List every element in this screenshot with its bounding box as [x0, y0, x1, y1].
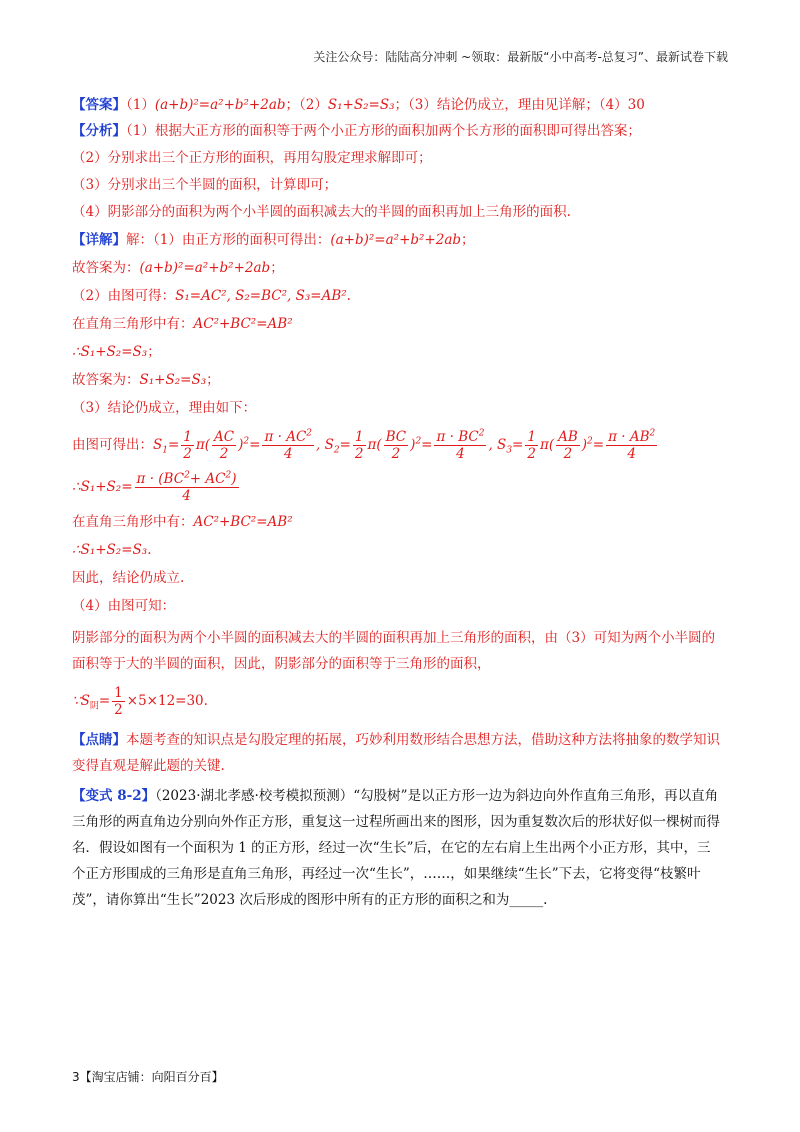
detail-line-5	[72, 343, 722, 361]
answer-p2: ；（2）	[285, 97, 328, 113]
half-fraction: $\frac{1}{2}$	[114, 685, 123, 718]
analysis-line-4: （4）阴影部分的面积为两个小半圆的面积减去大的半圆的面积再加上三角形的面积.	[72, 204, 571, 220]
detail-end-5: ；	[147, 344, 161, 360]
analysis-text-1: （1）根据大正方形的面积等于两个小正方形的面积加两个长方形的面积即可得出答案；	[126, 123, 641, 139]
detail-line-4	[72, 315, 722, 333]
variant-block	[72, 783, 722, 913]
detail-text-6: 故答案为：	[72, 372, 140, 388]
answer-line	[72, 96, 722, 114]
detail-line-7: （3）结论仍成立，理由如下：	[72, 400, 257, 416]
detail-eq-5: ∴S₁+S₂=S₃	[72, 344, 148, 360]
comment-block	[72, 727, 722, 779]
detail-eq-11: ∴S₁+S₂=S₃	[72, 542, 148, 558]
detail-end-2: ；	[270, 260, 284, 276]
detail-eq-2: (a+b)²=a²+b²+2ab	[139, 260, 271, 276]
detail-line-9	[72, 469, 722, 505]
answer-eq2: S₁+S₂=S₃	[327, 97, 395, 113]
detail-line-15	[72, 683, 722, 719]
answer-p3: ；（3）结论仍成立，理由见详解；（4）30	[394, 97, 645, 113]
main-content	[72, 96, 722, 913]
comment-text: 本题考查的知识点是勾股定理的拓展，巧妙利用数形结合思想方法，借助这种方法将抽象的数学知识变得直观是解此题的关键.	[72, 732, 720, 774]
detail-text-9: ∴S₁+S₂=	[72, 479, 133, 495]
variant-label: 【变式 8-2】	[72, 788, 156, 804]
detail-text-15-post: ×5×12=30.	[126, 693, 208, 709]
detail-line-11	[72, 541, 722, 559]
answer-label: 【答案】	[72, 97, 126, 113]
detail-text-15-pre: ∵S	[72, 693, 90, 709]
detail-eq-6: S₁+S₂=S₃	[139, 372, 207, 388]
detail-line-2	[72, 259, 722, 277]
detail-line-13: （4）由图可知：	[72, 598, 176, 614]
detail-eq-10: AC²+BC²=AB²	[193, 514, 293, 530]
analysis-label: 【分析】	[72, 123, 126, 139]
analysis-line-3: （3）分别求出三个半圆的面积，计算即可；	[72, 177, 338, 193]
detail-eq-3: S₁=AC², S₂=BC², S₃=AB²	[175, 288, 347, 304]
detail-line-10	[72, 513, 722, 531]
detail-line-3	[72, 287, 722, 305]
detail-end-3: .	[346, 288, 351, 304]
detail-line-8	[72, 427, 722, 463]
detail-text-3: （2）由图可得：	[72, 288, 176, 304]
eq-sign: =	[98, 693, 111, 709]
detail-line-12: 因此，结论仍成立.	[72, 570, 185, 586]
detail-eq-1: (a+b)²=a²+b²+2ab	[330, 232, 462, 248]
page-header: 关注公众号：陆陆高分冲刺 ~领取：最新版“小中高考-总复习”、最新试卷下载	[313, 50, 728, 64]
detail-text-4: 在直角三角形中有：	[72, 316, 194, 332]
detail-label: 【详解】	[72, 232, 126, 248]
detail-text-1: 解：（1）由正方形的面积可得出：	[126, 232, 331, 248]
formula-s1: $S_1=$ $\frac{1}{2}$ π( $\frac{AC}{2}$ )$^2$= $\frac{\pi \cdot AC^2}{4}$ , $S_2=$ $\frac{1}{2}$ π( $\frac{BC}{2}$ )$^2$= $\frac{\pi \cdot BC^2}{4}$ , $S_3=$ $\frac{1}{2}$ π( $\frac{AB}{2}$ )$^2$= $\frac{\pi \cdot AB^2}{4}$	[153, 428, 656, 462]
detail-eq-4: AC²+BC²=AB²	[193, 316, 293, 332]
detail-sub-15: 阴	[89, 701, 99, 712]
detail-end-6: ；	[206, 372, 220, 388]
formula-sum: $\frac{\pi \cdot (BC^2+ AC^2)}{4}$	[136, 470, 237, 504]
detail-text-8: 由图可得出：	[72, 437, 153, 453]
page-footer: 3【淘宝店铺：向阳百分百】	[72, 1070, 224, 1084]
answer-p1: （1）	[126, 97, 155, 113]
detail-end-1: ；	[461, 232, 475, 248]
detail-text-10: 在直角三角形中有：	[72, 514, 194, 530]
analysis-line-2: （2）分别求出三个正方形的面积，再用勾股定理求解即可；	[72, 150, 432, 166]
detail-line-6	[72, 371, 722, 389]
variant-text: （2023·湖北孝感·校考模拟预测）“勾股树”是以正方形一边为斜边向外作直角三角形，再以直角三角形的两直角边分别向外作正方形，重复这一过程所画出来的图形，因为重复数次后的形状好似一棵树而得名．假设如图有一个面积为 1 的正方形，经过一次“生长”后，在它的左右肩上生出两个小正方形，其中，三个正方形围成的三角形是直角三角形，再经过一次“生长”，……，如果继续“生长”下去，它将变得“枝繁叶茂”，请你算出“生长”2023 次后形成的图形中所有的正方形的面积之和为_____.	[72, 788, 720, 908]
detail-end-11: .	[147, 542, 152, 558]
detail-text-2: 故答案为：	[72, 260, 140, 276]
detail-line-14: 阴影部分的面积为两个小半圆的面积减去大的半圆的面积再加上三角形的面积，由（3）可知为两个小半圆的面积等于大的半圆的面积，因此，阴影部分的面积等于三角形的面积，	[72, 630, 716, 672]
analysis-line-1	[72, 122, 722, 140]
detail-line-1	[72, 231, 722, 249]
comment-label: 【点睛】	[72, 732, 126, 748]
answer-eq1: (a+b)²=a²+b²+2ab	[154, 97, 286, 113]
